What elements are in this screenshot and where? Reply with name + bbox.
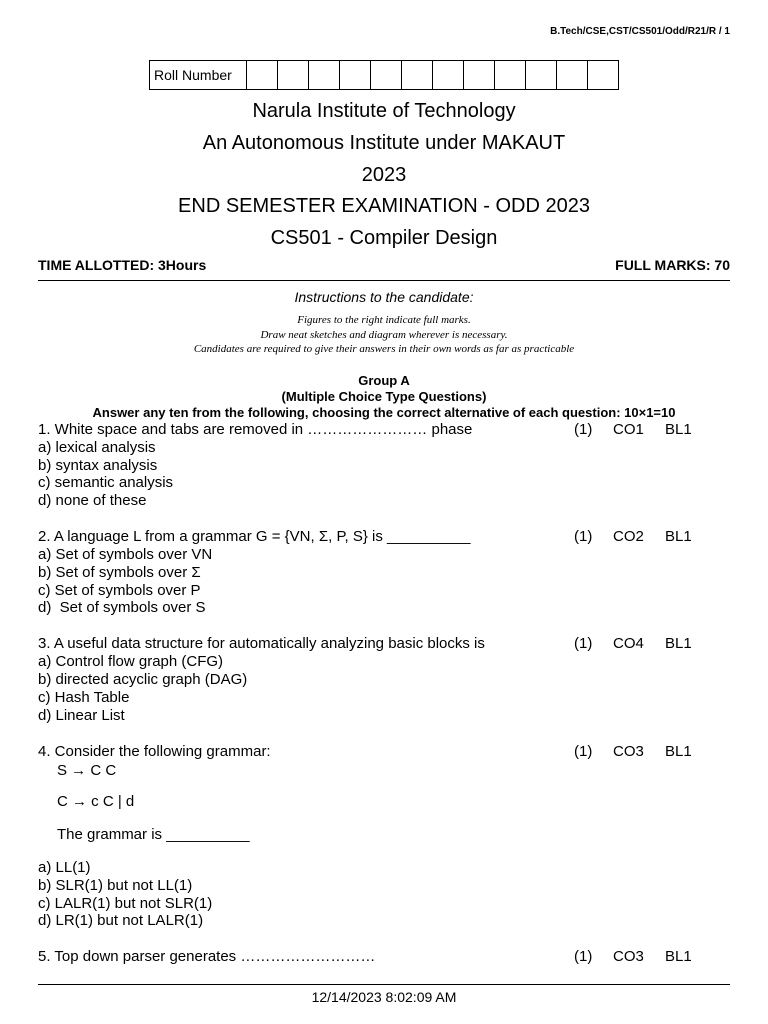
roll-number-table	[149, 60, 619, 90]
header-divider	[38, 280, 730, 281]
question-3: 3. A useful data structure for automatically analyzing basic blocks is	[38, 635, 485, 652]
question-marks: (1)	[574, 743, 593, 760]
option: c) semantic analysis	[38, 474, 174, 491]
option: d) LR(1) but not LALR(1)	[38, 912, 204, 929]
question-5: 5. Top down parser generates ………………………	[38, 948, 376, 965]
option: a) Control flow graph (CFG)	[38, 653, 224, 670]
option: b) SLR(1) but not LL(1)	[38, 877, 193, 894]
question-stem: The grammar is __________	[57, 826, 250, 843]
group-type: (Multiple Choice Type Questions)	[281, 389, 487, 404]
roll-number-label: Roll Number	[150, 61, 247, 90]
roll-box	[278, 61, 309, 90]
question-bl: BL1	[665, 948, 692, 965]
question-marks: (1)	[574, 635, 593, 652]
roll-box	[402, 61, 433, 90]
question-marks: (1)	[574, 948, 593, 965]
option: c) Set of symbols over P	[38, 582, 201, 599]
question-co: CO1	[613, 421, 644, 438]
grammar-rule: C → c C | d	[57, 793, 135, 810]
option: d) Linear List	[38, 707, 125, 724]
roll-box	[309, 61, 340, 90]
option: a) LL(1)	[38, 859, 91, 876]
roll-box	[495, 61, 526, 90]
option: a) lexical analysis	[38, 439, 156, 456]
roll-box	[588, 61, 619, 90]
question-co: CO3	[613, 743, 644, 760]
full-marks: FULL MARKS: 70	[615, 257, 730, 273]
option: b) syntax analysis	[38, 457, 158, 474]
roll-box	[526, 61, 557, 90]
question-bl: BL1	[665, 743, 692, 760]
option: c) LALR(1) but not SLR(1)	[38, 895, 213, 912]
course-title: CS501 - Compiler Design	[270, 227, 498, 249]
group-directive: Answer any ten from the following, choosing the correct alternative of each question: 10×1=10	[92, 405, 676, 420]
question-marks: (1)	[574, 528, 593, 545]
institute-subtitle: An Autonomous Institute under MAKAUT	[202, 132, 566, 154]
roll-box	[371, 61, 402, 90]
question-4: 4. Consider the following grammar:	[38, 743, 271, 760]
question-co: CO2	[613, 528, 644, 545]
exam-title: END SEMESTER EXAMINATION - ODD 2023	[178, 195, 590, 217]
roll-box	[557, 61, 588, 90]
institute-name: Narula Institute of Technology	[252, 100, 516, 122]
question-co: CO3	[613, 948, 644, 965]
paper-code: B.Tech/CSE,CST/CS501/Odd/R21/R / 1	[550, 26, 730, 37]
instruction-line: Draw neat sketches and diagram wherever is necessary.	[260, 329, 508, 341]
question-co: CO4	[613, 635, 644, 652]
question-bl: BL1	[665, 528, 692, 545]
option: b) directed acyclic graph (DAG)	[38, 671, 248, 688]
option: b) Set of symbols over Σ	[38, 564, 201, 581]
option: d) none of these	[38, 492, 147, 509]
exam-year: 2023	[361, 164, 407, 186]
question-1: 1. White space and tabs are removed in …………………… phase	[38, 421, 473, 438]
instruction-line: Candidates are required to give their answers in their own words as far as practicable	[193, 343, 575, 355]
roll-box	[340, 61, 371, 90]
question-bl: BL1	[665, 421, 692, 438]
roll-box	[247, 61, 278, 90]
option: d) Set of symbols over S	[38, 599, 206, 616]
question-bl: BL1	[665, 635, 692, 652]
grammar-rule: S → C C	[57, 762, 117, 779]
footer-timestamp: 12/14/2023 8:02:09 AM	[311, 989, 457, 1005]
instructions-title: Instructions to the candidate:	[294, 289, 474, 305]
instruction-line: Figures to the right indicate full marks.	[297, 314, 471, 326]
roll-box	[464, 61, 495, 90]
question-2: 2. A language L from a grammar G = {VN, Σ, P, S} is __________	[38, 528, 471, 545]
option: c) Hash Table	[38, 689, 130, 706]
time-allotted: TIME ALLOTTED: 3Hours	[38, 257, 207, 273]
option: a) Set of symbols over VN	[38, 546, 213, 563]
group-name: Group A	[358, 373, 410, 388]
question-marks: (1)	[574, 421, 593, 438]
roll-box	[433, 61, 464, 90]
footer-divider	[38, 984, 730, 985]
